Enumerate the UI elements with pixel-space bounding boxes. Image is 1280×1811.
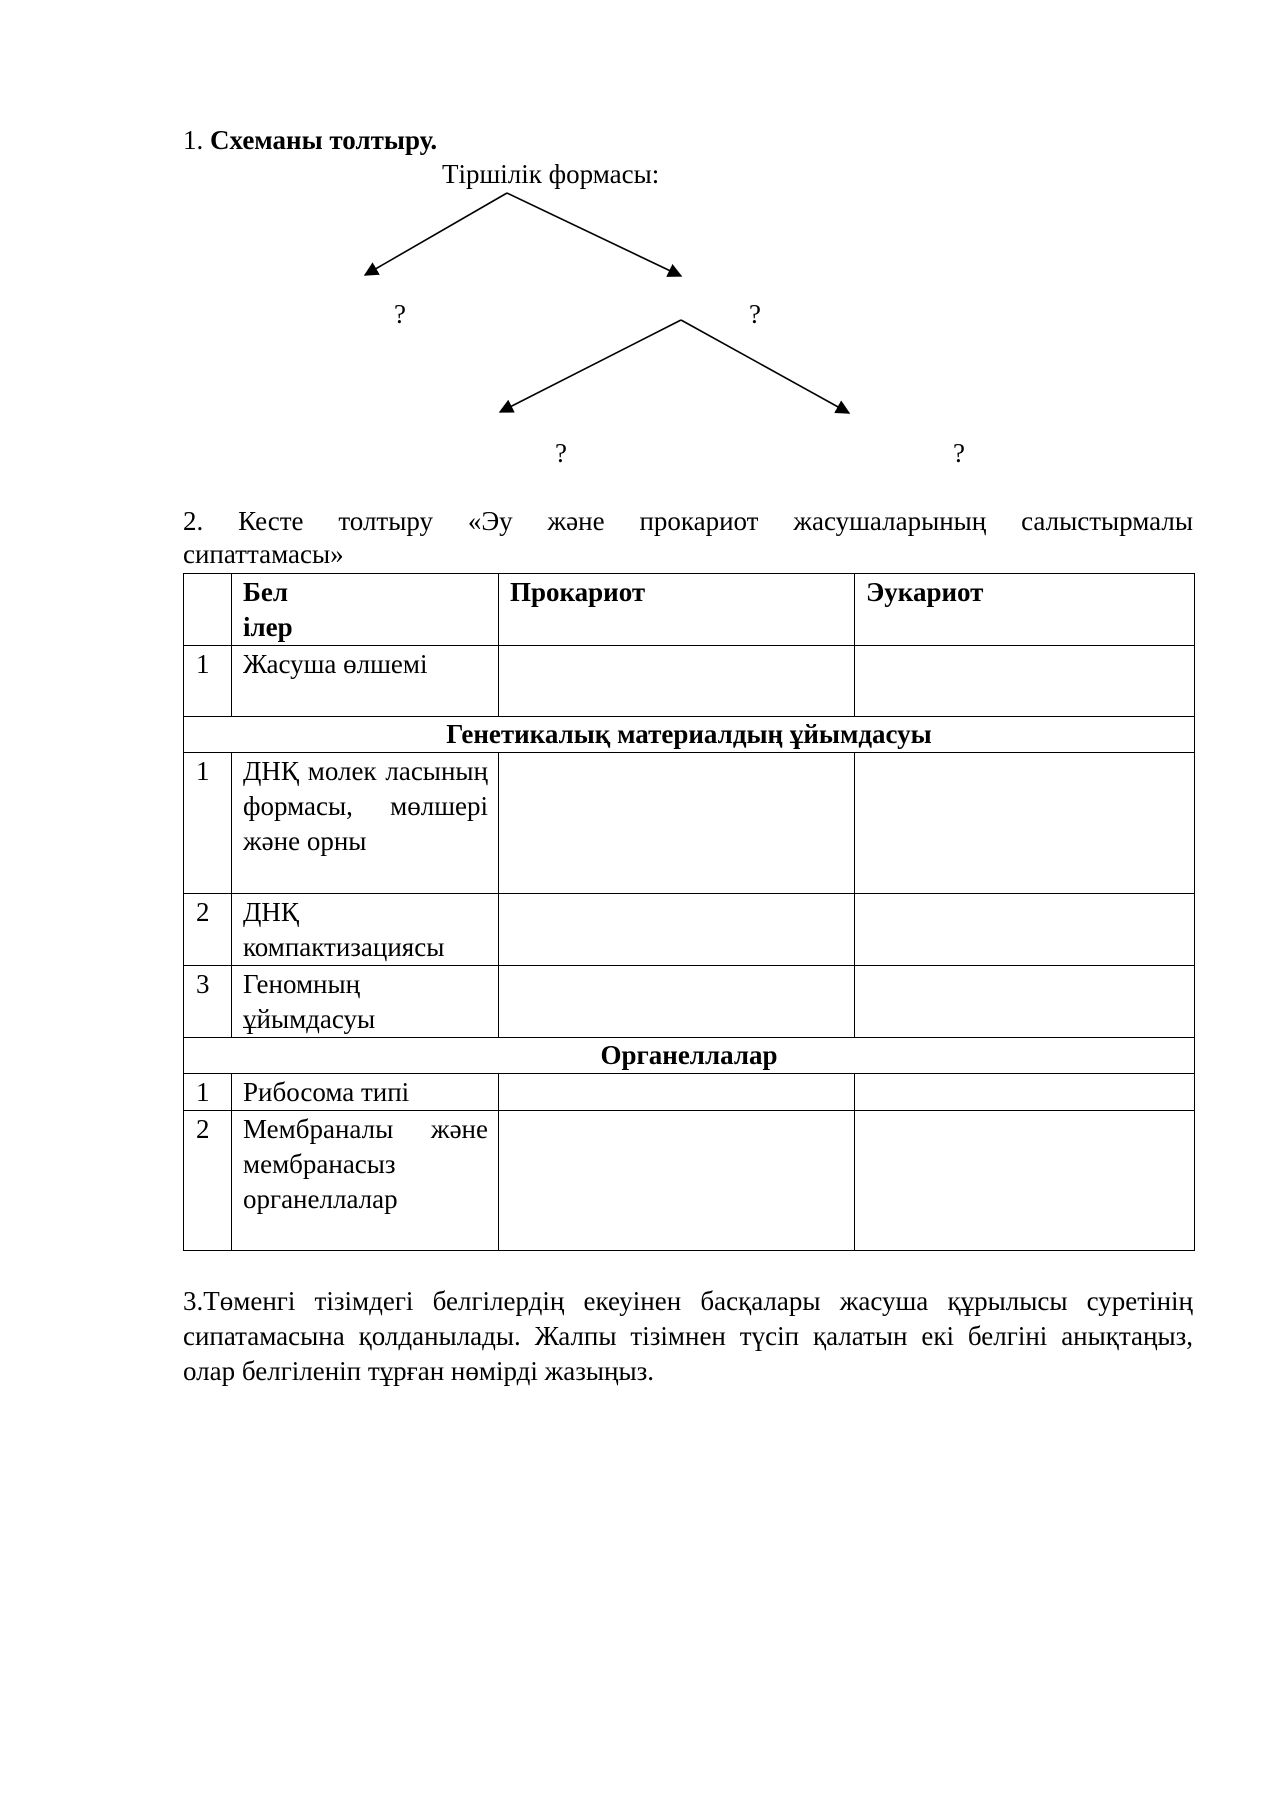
- eukaryote-answer-cell[interactable]: [855, 1074, 1195, 1111]
- scheme-question-bottom-left: ?: [555, 438, 567, 468]
- scheme-diagram: [0, 0, 1280, 480]
- table-row: [184, 894, 1195, 966]
- table-section-row: [184, 1038, 1195, 1074]
- table-section-row: [184, 717, 1195, 753]
- eukaryote-answer-cell[interactable]: [855, 966, 1195, 1038]
- table-row: [184, 1111, 1195, 1251]
- table-row: [184, 1074, 1195, 1111]
- table-row: [184, 966, 1195, 1038]
- section-organelles: Органеллалар: [184, 1038, 1195, 1074]
- table-row: [184, 753, 1195, 894]
- scheme-question-left: ?: [394, 299, 406, 329]
- header-features-line-1: Бел: [243, 577, 288, 607]
- header-features-line-2: ілер: [243, 612, 293, 642]
- eukaryote-answer-cell[interactable]: [855, 753, 1195, 894]
- scheme-arrow-right: [507, 193, 681, 276]
- header-eukaryote: Эукариот: [855, 574, 1195, 646]
- row-number: 3: [184, 966, 232, 1038]
- row-number: 2: [184, 894, 232, 966]
- row-feature: ДНҚ молек ласының формасы, мөлшері және орны: [232, 753, 499, 894]
- section-genetic-material: Генетикалық материалдың ұйымдасуы: [184, 717, 1195, 753]
- scheme-root-label: Тіршілік формасы:: [442, 159, 660, 189]
- table-row: [184, 646, 1195, 717]
- task-2-line-1: 2. Кесте толтыру «Эу және прокариот жасушаларының салыстырмалы: [183, 506, 1193, 536]
- row-feature: Мембраналы және мембранасыз органеллалар: [232, 1111, 499, 1251]
- prokaryote-answer-cell[interactable]: [499, 1111, 855, 1251]
- eukaryote-answer-cell[interactable]: [855, 1111, 1195, 1251]
- row-number: 1: [184, 646, 232, 717]
- prokaryote-answer-cell[interactable]: [499, 966, 855, 1038]
- row-feature: Рибосома типі: [232, 1074, 499, 1111]
- task-2-line-2: сипаттамасы»: [183, 539, 344, 569]
- prokaryote-answer-cell[interactable]: [499, 646, 855, 717]
- row-feature: ДНҚ компактизациясы: [232, 894, 499, 966]
- row-number: 1: [184, 1074, 232, 1111]
- row-number: 1: [184, 753, 232, 894]
- task-3-text: 3.Төменгі тізімдегі белгілердің екеуінен басқалары жасуша құрылысы суретінің сипатамасына қолданылады. Жалпы тізімнен түсіп қалатын екі белгіні анықтаңыз, олар белгіленіп тұрған нөмірді жазыңыз.: [183, 1286, 1193, 1386]
- scheme-question-bottom-right: ?: [953, 438, 965, 468]
- prokaryote-answer-cell[interactable]: [499, 753, 855, 894]
- eukaryote-answer-cell[interactable]: [855, 894, 1195, 966]
- task-1-title: Схеманы толтыру.: [210, 125, 438, 155]
- task-2-heading: [183, 505, 1193, 571]
- eukaryote-answer-cell[interactable]: [855, 646, 1195, 717]
- scheme-arrow-bottom-left: [500, 320, 681, 412]
- scheme-arrow-bottom-right: [681, 320, 849, 413]
- comparison-table: [183, 573, 1195, 1251]
- scheme-question-right: ?: [749, 299, 761, 329]
- row-feature: Геномның ұйымдасуы: [232, 966, 499, 1038]
- table-header-row: [184, 574, 1195, 646]
- header-num-cell: [184, 574, 232, 646]
- row-feature: Жасуша өлшемі: [232, 646, 499, 717]
- prokaryote-answer-cell[interactable]: [499, 1074, 855, 1111]
- header-features: [232, 574, 499, 646]
- row-number: 2: [184, 1111, 232, 1251]
- header-prokaryote: Прокариот: [499, 574, 855, 646]
- task-1-number: 1.: [183, 125, 204, 155]
- prokaryote-answer-cell[interactable]: [499, 894, 855, 966]
- scheme-arrow-left: [365, 193, 507, 275]
